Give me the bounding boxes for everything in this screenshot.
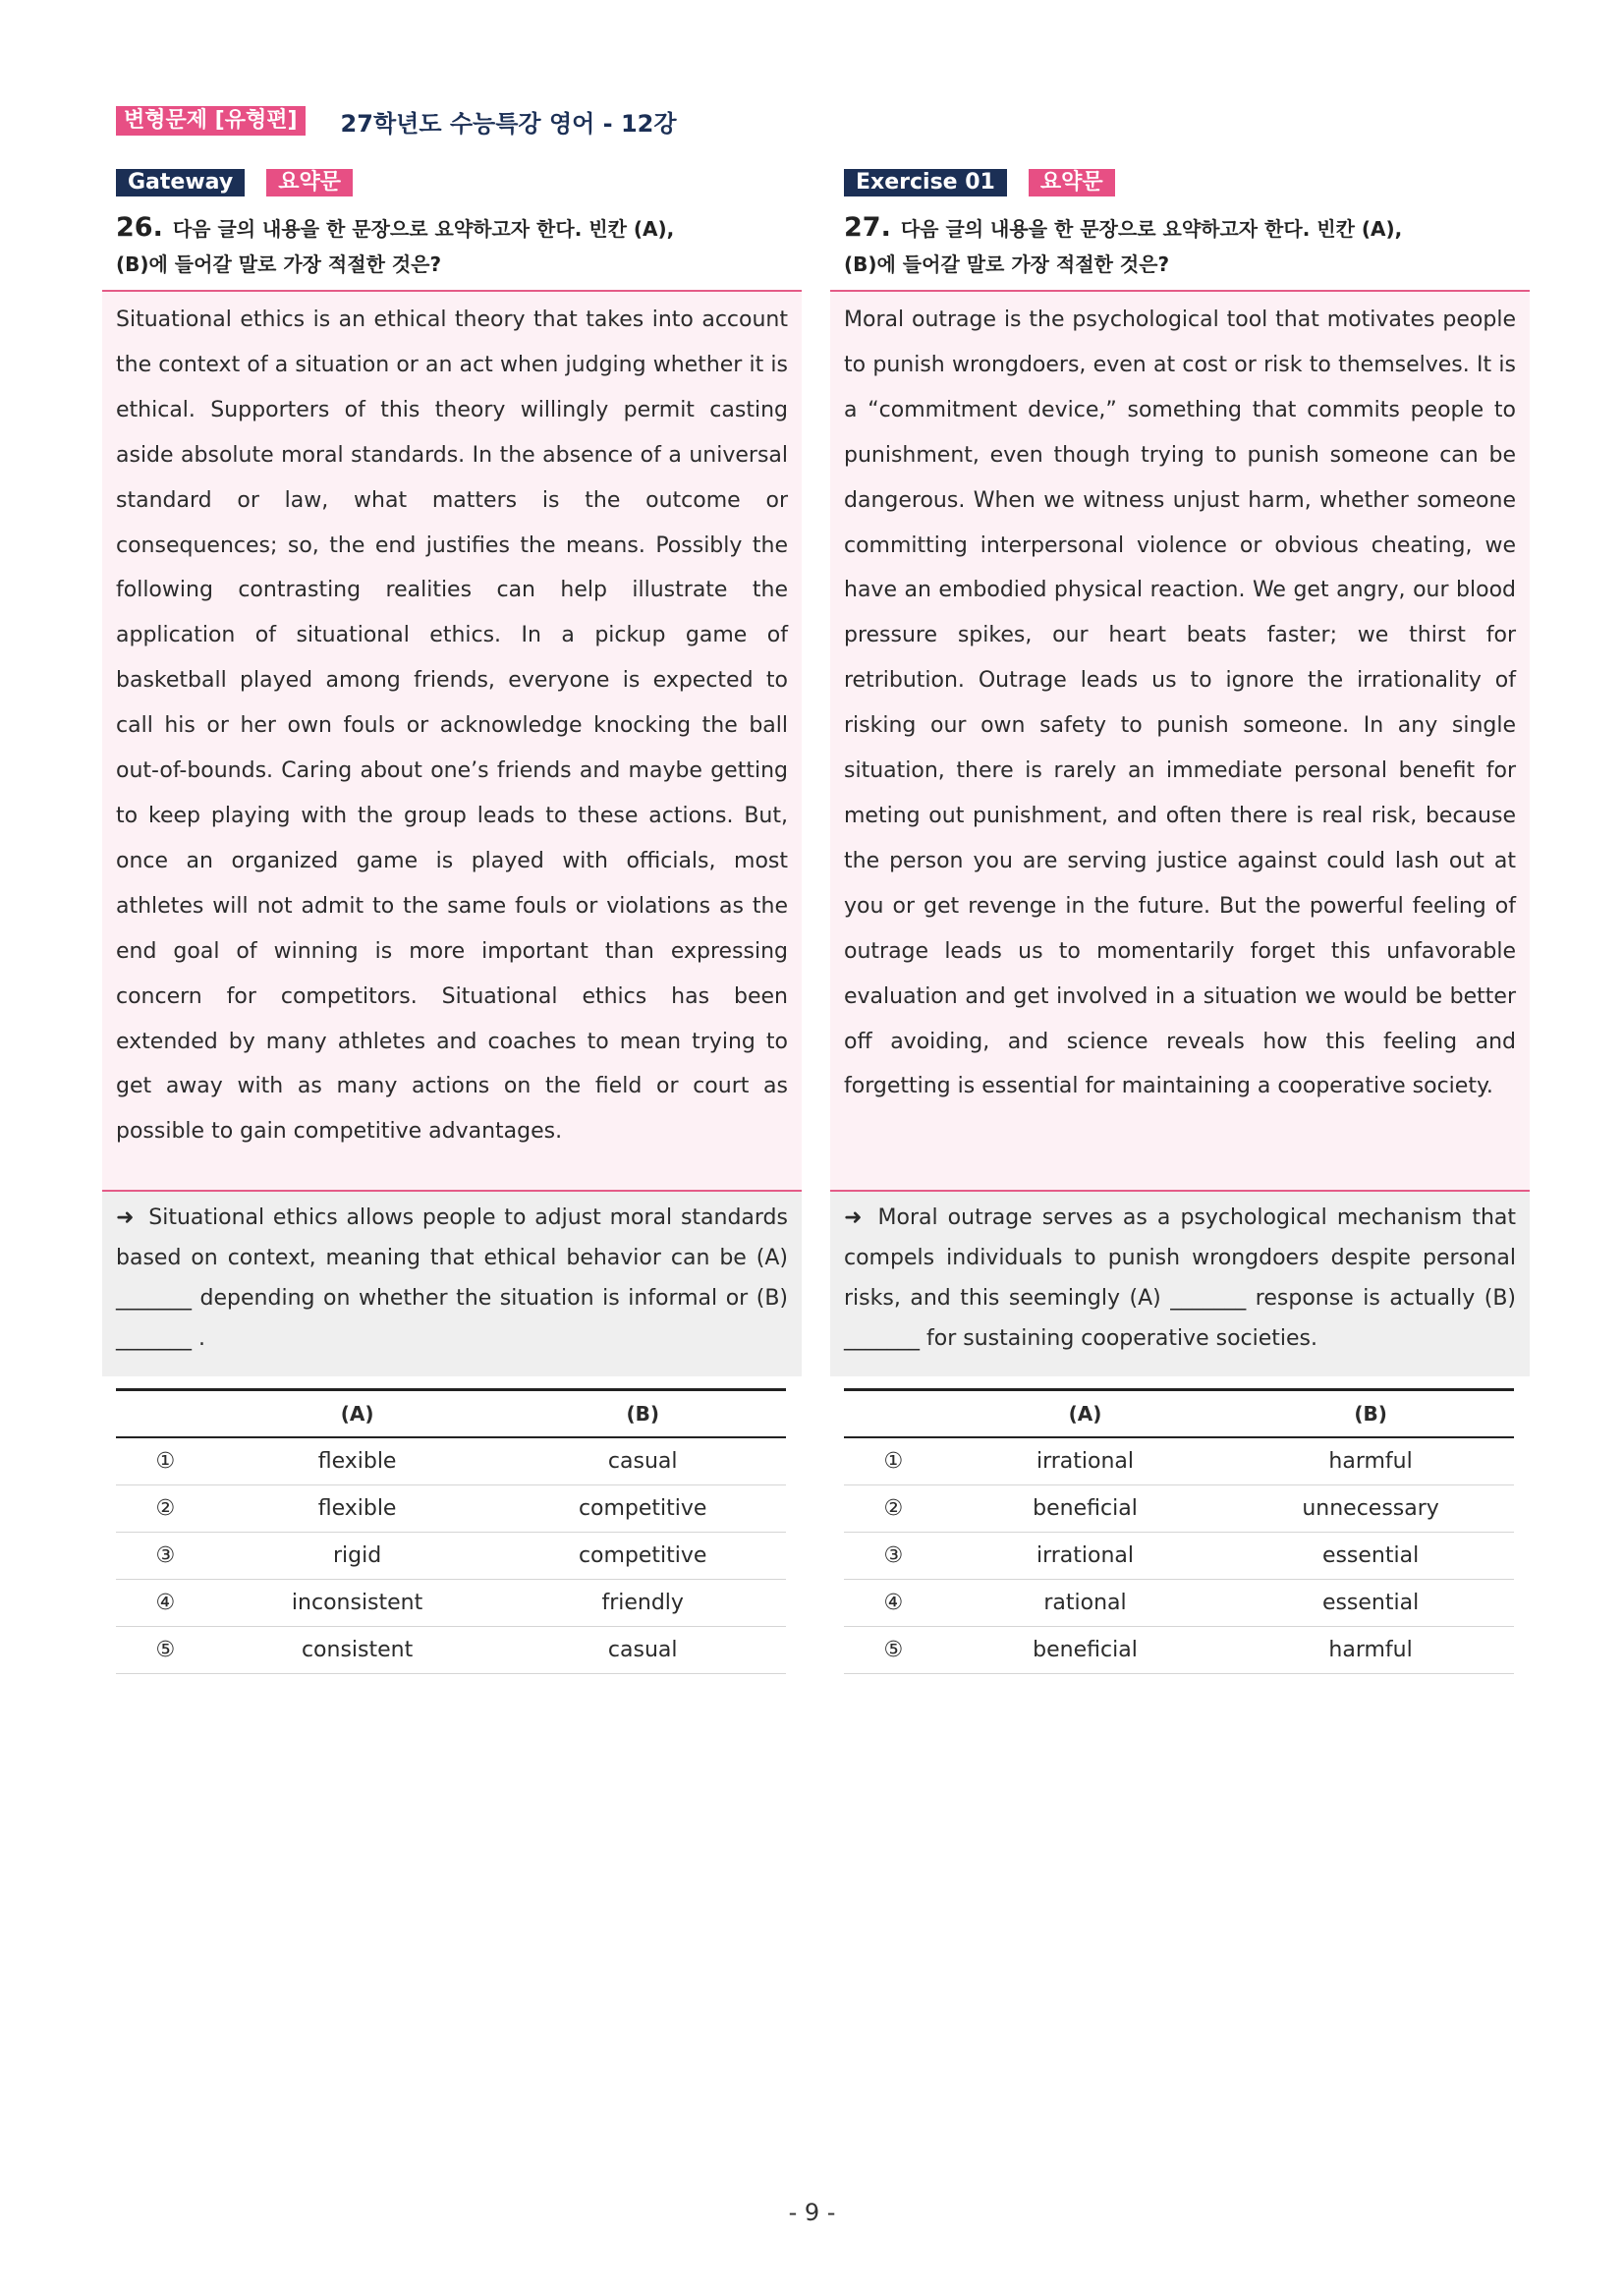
question-number: 27. — [844, 212, 891, 243]
choice-b: unnecessary — [1227, 1485, 1514, 1533]
summary-text: Situational ethics allows people to adjust moral standards based on context, meaning that ethical behavior can be (A) _______ depending on whether the situation is informal or (B) _______ . — [116, 1205, 788, 1351]
choice-row[interactable] — [116, 1580, 786, 1627]
question-number: 26. — [116, 212, 163, 243]
choices-header — [116, 1390, 786, 1438]
passage: Situational ethics is an ethical theory that takes into account the context of a situation or an act when judging whether it is ethical. Supporters of this theory willingly permit casting aside absolute moral standards. In the absence of a universal standard or law, what matters is the outcome or consequences; so, the end justifies the means. Possibly the following contrasting realities can help illustrate the application of situational ethics. In a pickup game of basketball played among friends, everyone is expected to call his or her own fouls or acknowledge knocking the ball out-of-bounds. Caring about one’s friends and maybe getting to keep playing with the group leads to these actions. But, once an organized game is played with officials, most athletes will not admit to the same fouls or violations as the end goal of winning is more important than expressing concern for competitors. Situational ethics has been extended by many athletes and coaches to mean trying to get away with as many actions on the field or court as possible to gain competitive advantages. — [102, 290, 802, 1192]
passage: Moral outrage is the psychological tool that motivates people to punish wrongdoers, even at cost or risk to themselves. It is a “commitment device,” something that commits people to punishment, even though trying to punish someone can be dangerous. When we witness unjust harm, whether someone committing interpersonal violence or obvious cheating, we have an embodied physical reaction. We get angry, our blood pressure spikes, our heart beats faster; we thirst for retribution. Outrage leads us to ignore the irrationality of risking our own safety to punish someone. In any single situation, there is rarely an immediate personal benefit for meting out punishment, and often there is real risk, because the person you are serving justice against could lash out at you or get revenge in the future. But the powerful feeling of outrage leads us to momentarily forget this unfavorable evaluation and get involved in a situation we would be better off avoiding, and science reveals how this feeling and forgetting is essential for maintaining a cooperative society. — [830, 290, 1530, 1192]
choice-row[interactable] — [844, 1580, 1514, 1627]
choice-number[interactable]: ④ — [116, 1580, 215, 1627]
choice-row[interactable] — [844, 1437, 1514, 1485]
choice-b: casual — [499, 1437, 786, 1485]
choice-a: flexible — [215, 1485, 500, 1533]
page-header — [116, 104, 677, 138]
summary-type-tag: 요약문 — [1029, 169, 1115, 196]
question-text-line2: (B)에 들어갈 말로 가장 적절한 것은? — [116, 252, 442, 276]
question-26 — [102, 169, 802, 1674]
choice-number[interactable]: ④ — [844, 1580, 943, 1627]
choice-a: irrational — [943, 1533, 1227, 1580]
choice-number[interactable]: ① — [844, 1437, 943, 1485]
summary-type-tag: 요약문 — [266, 169, 353, 196]
page-number: - 9 - — [788, 2199, 836, 2226]
choice-number[interactable]: ⑤ — [116, 1627, 215, 1674]
choice-row[interactable] — [844, 1485, 1514, 1533]
choice-b: essential — [1227, 1580, 1514, 1627]
choice-num-header — [844, 1390, 943, 1438]
choice-b: competitive — [499, 1533, 786, 1580]
column-b-header: (B) — [499, 1390, 786, 1438]
column-a-header: (A) — [943, 1390, 1227, 1438]
choice-row[interactable] — [844, 1533, 1514, 1580]
summary-box — [102, 1192, 802, 1376]
choice-row[interactable] — [116, 1627, 786, 1674]
question-text-line1: 다음 글의 내용을 한 문장으로 요약하고자 한다. 빈칸 (A), — [172, 217, 675, 241]
question-text-line1: 다음 글의 내용을 한 문장으로 요약하고자 한다. 빈칸 (A), — [900, 217, 1403, 241]
question-stem — [830, 210, 1530, 282]
choice-number[interactable]: ② — [116, 1485, 215, 1533]
choice-number[interactable]: ② — [844, 1485, 943, 1533]
choice-b: casual — [499, 1627, 786, 1674]
question-stem — [102, 210, 802, 282]
question-27 — [830, 169, 1530, 1674]
choice-num-header — [116, 1390, 215, 1438]
choice-b: harmful — [1227, 1437, 1514, 1485]
choice-a: inconsistent — [215, 1580, 500, 1627]
choice-a: rigid — [215, 1533, 500, 1580]
choices-table — [844, 1388, 1514, 1674]
choice-b: essential — [1227, 1533, 1514, 1580]
summary-box — [830, 1192, 1530, 1376]
choice-b: competitive — [499, 1485, 786, 1533]
question-tags — [102, 169, 802, 196]
choices-header — [844, 1390, 1514, 1438]
choice-a: beneficial — [943, 1485, 1227, 1533]
choice-row[interactable] — [116, 1533, 786, 1580]
choices-table — [116, 1388, 786, 1674]
column-a-header: (A) — [215, 1390, 500, 1438]
header-title: 27학년도 수능특강 영어 - 12강 — [340, 109, 677, 138]
choice-number[interactable]: ⑤ — [844, 1627, 943, 1674]
gateway-tag: Gateway — [116, 169, 245, 196]
exercise-tag: Exercise 01 — [844, 169, 1007, 196]
choice-a: irrational — [943, 1437, 1227, 1485]
header-tag: 변형문제 [유형편] — [116, 106, 306, 136]
column-b-header: (B) — [1227, 1390, 1514, 1438]
choice-a: beneficial — [943, 1627, 1227, 1674]
choice-number[interactable]: ③ — [844, 1533, 943, 1580]
arrow-icon: ➜ — [844, 1205, 863, 1230]
choice-a: rational — [943, 1580, 1227, 1627]
choice-number[interactable]: ③ — [116, 1533, 215, 1580]
question-text-line2: (B)에 들어갈 말로 가장 적절한 것은? — [844, 252, 1170, 276]
choice-row[interactable] — [844, 1627, 1514, 1674]
arrow-icon: ➜ — [116, 1205, 135, 1230]
choice-row[interactable] — [116, 1485, 786, 1533]
choice-row[interactable] — [116, 1437, 786, 1485]
choice-a: flexible — [215, 1437, 500, 1485]
choice-b: friendly — [499, 1580, 786, 1627]
choice-b: harmful — [1227, 1627, 1514, 1674]
summary-text: Moral outrage serves as a psychological mechanism that compels individuals to punish wrongdoers despite personal risks, and this seemingly (A) _______ response is actually (B) _______ for sustaining cooperative societies. — [844, 1205, 1517, 1351]
choice-number[interactable]: ① — [116, 1437, 215, 1485]
choice-a: consistent — [215, 1627, 500, 1674]
question-tags — [830, 169, 1530, 196]
